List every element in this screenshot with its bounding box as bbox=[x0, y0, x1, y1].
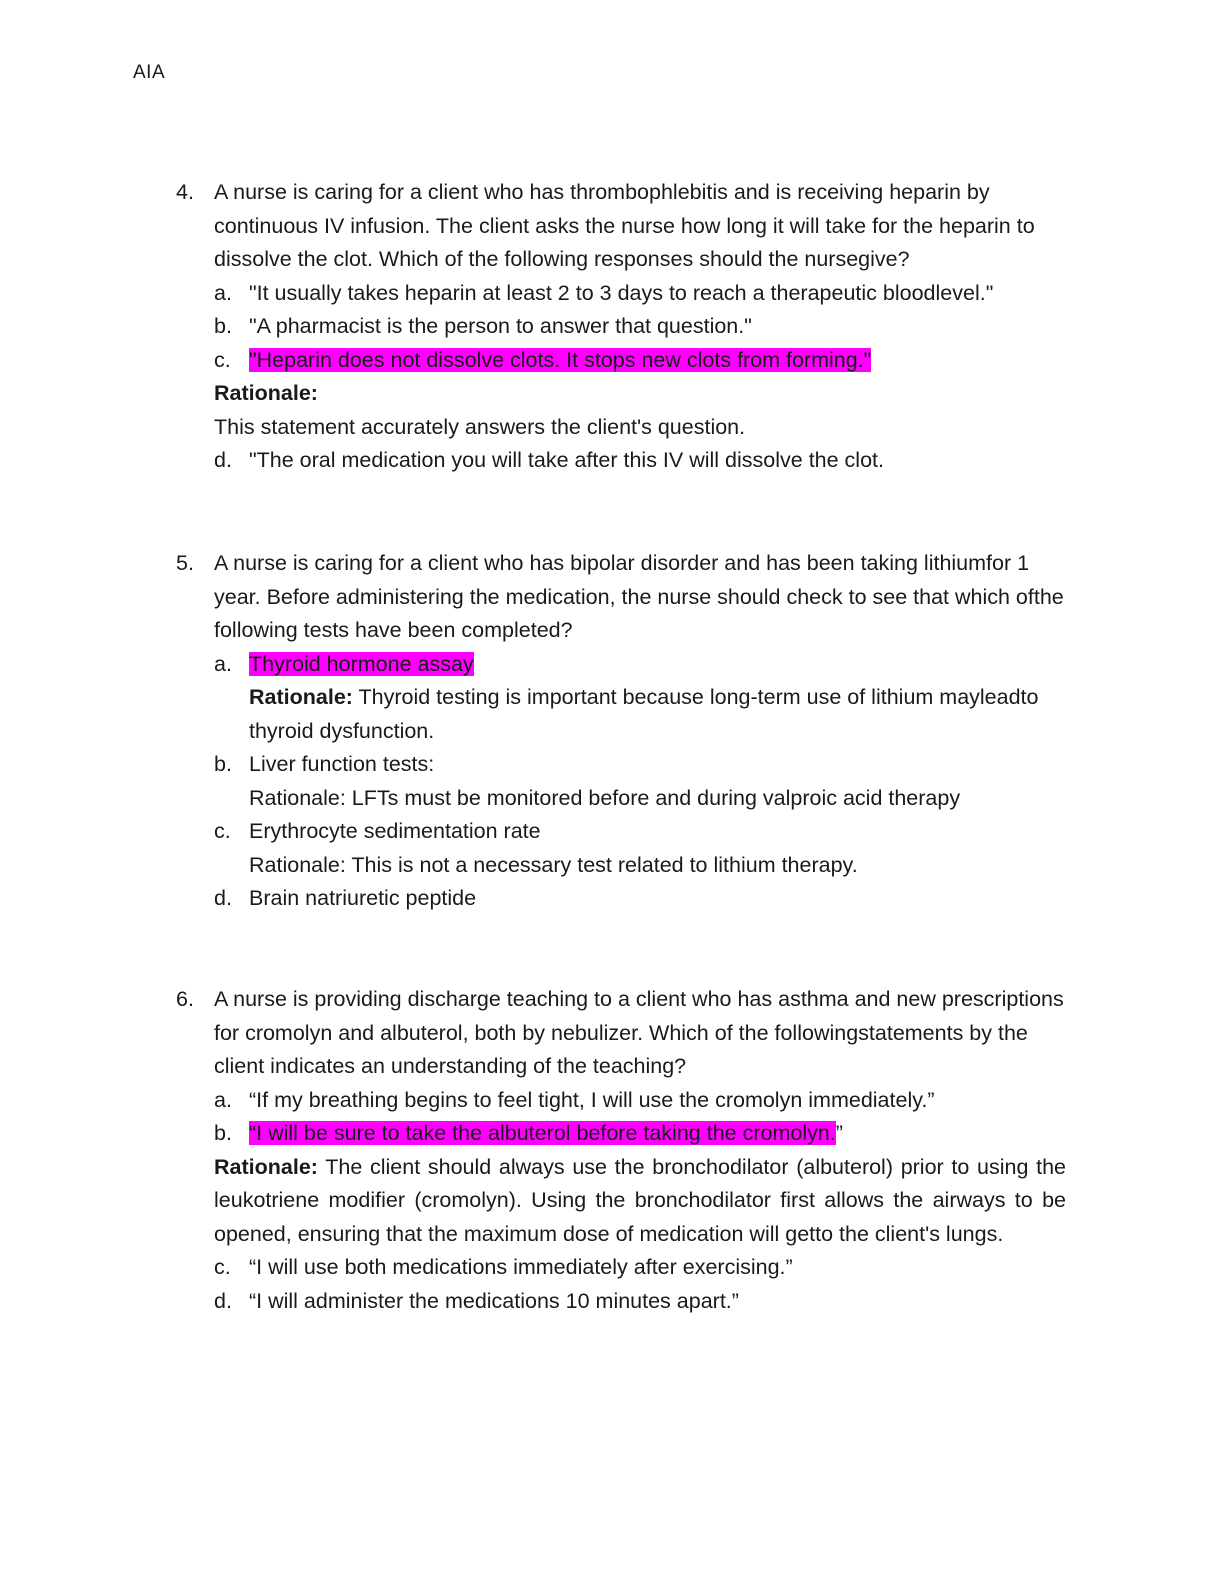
question-number: 5. bbox=[176, 551, 194, 575]
option-text: Erythrocyte sedimentation rate bbox=[249, 819, 541, 843]
option-b bbox=[176, 748, 1066, 782]
option-c-correct bbox=[176, 344, 1066, 378]
option-letter: d. bbox=[214, 448, 232, 472]
option-text: "It usually takes heparin at least 2 to 3 days to reach a therapeutic bloodlevel." bbox=[249, 280, 994, 305]
rationale-text: Rationale: LFTs must be monitored before and during valproic acid therapy bbox=[249, 785, 961, 810]
option-text: Brain natriuretic peptide bbox=[249, 886, 477, 910]
question-6 bbox=[176, 983, 1066, 1318]
question-stem bbox=[176, 547, 1066, 648]
option-c bbox=[176, 1251, 1066, 1285]
question-text: A nurse is caring for a client who has bipolar disorder and has been taking lithiumfor 1 year. Before administering the medication, the nurse should check to see that which ofthe following tests have been completed? bbox=[214, 551, 1064, 642]
question-4 bbox=[176, 176, 1066, 478]
option-text: "A pharmacist is the person to answer that question." bbox=[249, 314, 752, 338]
rationale bbox=[176, 681, 1066, 748]
rationale-label: Rationale: bbox=[214, 381, 318, 405]
question-stem bbox=[176, 176, 1066, 277]
option-text: “If my breathing begins to feel tight, I will use the cromolyn immediately.” bbox=[249, 1087, 935, 1112]
rationale-text: This statement accurately answers the client's question. bbox=[214, 414, 746, 439]
option-text: “I will administer the medications 10 minutes apart.” bbox=[249, 1288, 739, 1313]
rationale-text: Rationale: This is not a necessary test related to lithium therapy. bbox=[249, 852, 858, 877]
rationale bbox=[176, 1151, 1066, 1252]
option-letter: a. bbox=[214, 651, 232, 676]
question-5 bbox=[176, 547, 1066, 916]
option-text: "The oral medication you will take after this IV will dissolve the clot. bbox=[249, 448, 884, 472]
rationale-text: Thyroid testing is important because long-term use of lithium mayleadto thyroid dysfunction. bbox=[249, 685, 1039, 743]
highlighted-answer: "Heparin does not dissolve clots. It stops new clots from forming." bbox=[249, 347, 872, 372]
question-number: 6. bbox=[176, 987, 194, 1011]
page-header-tag: AIA bbox=[133, 62, 166, 83]
option-letter: b. bbox=[214, 1121, 232, 1145]
option-text: Liver function tests: bbox=[249, 752, 435, 776]
closing-quote: ” bbox=[835, 1121, 843, 1145]
option-letter: d. bbox=[214, 886, 232, 910]
option-letter: b. bbox=[214, 314, 232, 338]
option-b-correct bbox=[176, 1117, 1066, 1151]
option-letter: b. bbox=[214, 752, 232, 776]
rationale-label: Rationale: bbox=[249, 685, 353, 709]
option-d bbox=[176, 444, 1066, 478]
option-a-correct bbox=[176, 648, 1066, 682]
rationale-label: Rationale: bbox=[214, 1154, 318, 1179]
highlighted-answer: Thyroid hormone assay bbox=[249, 651, 474, 676]
question-text: A nurse is caring for a client who has thrombophlebitis and is receiving heparin by continuous IV infusion. The client asks the nurse how long it will take for the heparin to dissolve the clot. Which of the following responses should the nursegive? bbox=[214, 180, 1035, 271]
option-letter: a. bbox=[214, 280, 232, 305]
highlighted-answer: “I will be sure to take the albuterol before taking the cromolyn. bbox=[249, 1121, 836, 1145]
rationale-text: The client should always use the bronchodilator (albuterol) prior to using the leukotriene modifier (cromolyn). Using the bronchodilator first allows the airways to be opened, ensuring that the maximum dose of medication will getto the client's lungs. bbox=[214, 1154, 1066, 1246]
option-b bbox=[176, 310, 1066, 344]
option-a bbox=[176, 277, 1066, 311]
option-letter: c. bbox=[214, 819, 231, 843]
question-text: A nurse is providing discharge teaching to a client who has asthma and new prescriptions for cromolyn and albuterol, both by nebulizer. Which of the followingstatements by the client indicates an understanding of the teaching? bbox=[214, 987, 1064, 1078]
option-c bbox=[176, 815, 1066, 849]
option-text: “I will use both medications immediately after exercising.” bbox=[249, 1255, 793, 1279]
option-letter: a. bbox=[214, 1087, 232, 1112]
option-d bbox=[176, 882, 1066, 916]
question-number: 4. bbox=[176, 180, 194, 204]
option-a bbox=[176, 1084, 1066, 1118]
question-stem bbox=[176, 983, 1066, 1084]
option-letter: c. bbox=[214, 1255, 231, 1279]
option-d bbox=[176, 1285, 1066, 1319]
option-letter: d. bbox=[214, 1288, 232, 1313]
option-letter: c. bbox=[214, 347, 231, 372]
